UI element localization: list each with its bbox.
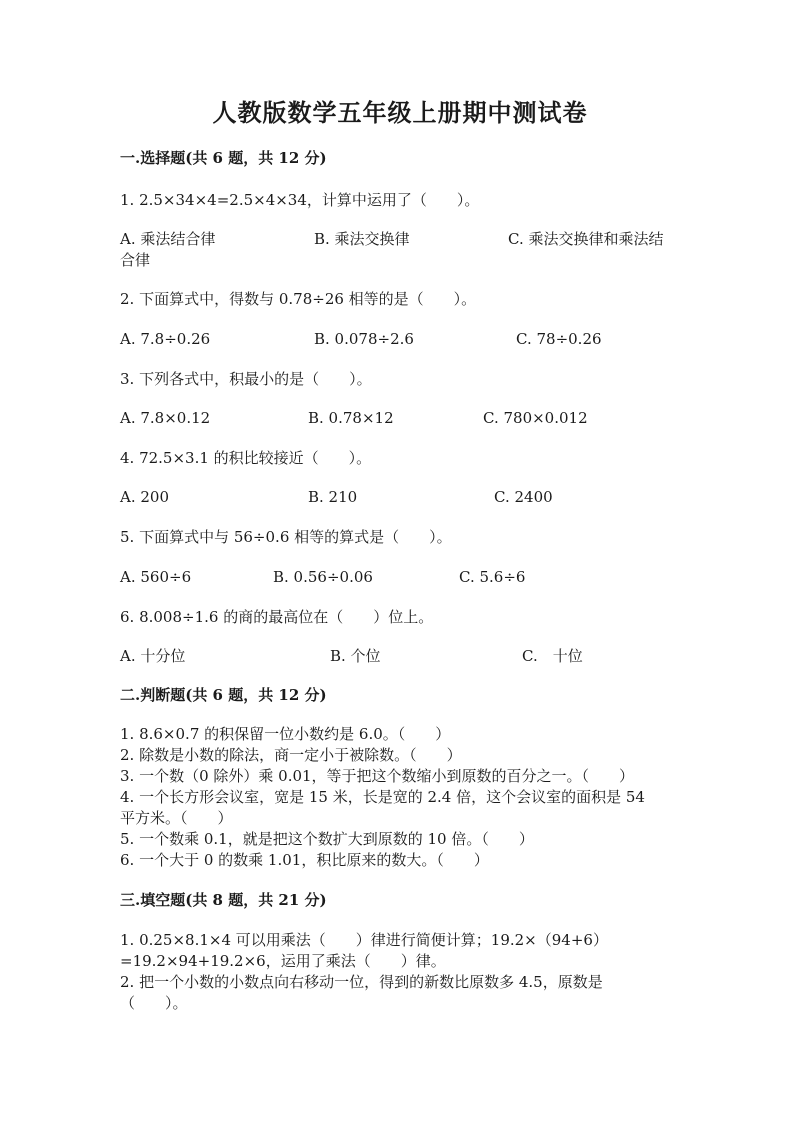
section-heading-judge: 二.判断题(共 6 题，共 12 分): [120, 686, 327, 704]
option-b: B. 乘法交换律: [314, 230, 410, 248]
option-c: C. 780×0.012: [483, 409, 588, 427]
option-c: C. 2400: [494, 488, 553, 506]
fill-item: 2. 把一个小数的小数点向右移动一位，得到的新数比原数多 4.5，原数是: [120, 973, 603, 991]
option-a: A. 7.8×0.12: [120, 409, 211, 427]
fill-item-wrap: （ ）。: [120, 994, 188, 1012]
option-c-wrap: 合律: [120, 251, 151, 269]
question-text: 4. 72.5×3.1 的积比较接近（ ）。: [120, 449, 372, 467]
question-text: 6. 8.008÷1.6 的商的最高位在（ ）位上。: [120, 608, 434, 626]
fill-item-wrap: =19.2×94+19.2×6，运用了乘法（ ）律。: [120, 952, 446, 970]
option-b: B. 210: [308, 488, 358, 506]
option-c: C. 乘法交换律和乘法结: [508, 230, 664, 248]
option-b: B. 0.78×12: [308, 409, 394, 427]
question-text: 1. 2.5×34×4=2.5×4×34，计算中运用了（ ）。: [120, 191, 480, 209]
judge-item-wrap: 平方米。（ ）: [120, 809, 233, 827]
section-heading-choice: 一.选择题(共 6 题，共 12 分): [120, 149, 327, 167]
section-heading-fill: 三.填空题(共 8 题，共 21 分): [120, 891, 327, 909]
option-b: B. 个位: [330, 647, 381, 665]
option-a: A. 十分位: [120, 647, 186, 665]
judge-item: 4. 一个长方形会议室，宽是 15 米，长是宽的 2.4 倍，这个会议室的面积是 54: [120, 788, 645, 806]
question-text: 5. 下面算式中与 56÷0.6 相等的算式是（ ）。: [120, 528, 452, 546]
judge-item: 5. 一个数乘 0.1，就是把这个数扩大到原数的 10 倍。（ ）: [120, 830, 534, 848]
judge-item: 6. 一个大于 0 的数乘 1.01，积比原来的数大。（ ）: [120, 851, 489, 869]
option-a: A. 7.8÷0.26: [120, 330, 211, 348]
page-title: 人教版数学五年级上册期中测试卷: [212, 98, 588, 127]
option-a: A. 560÷6: [120, 568, 192, 586]
option-b: B. 0.078÷2.6: [314, 330, 414, 348]
option-c: C. 78÷0.26: [516, 330, 602, 348]
option-c: C. 十位: [522, 647, 583, 665]
fill-item: 1. 0.25×8.1×4 可以用乘法（ ）律进行简便计算；19.2×（94+6）: [120, 931, 608, 949]
judge-item: 1. 8.6×0.7 的积保留一位小数约是 6.0。（ ）: [120, 725, 451, 743]
option-a: A. 200: [120, 488, 169, 506]
judge-item: 2. 除数是小数的除法，商一定小于被除数。（ ）: [120, 746, 462, 764]
question-text: 2. 下面算式中，得数与 0.78÷26 相等的是（ ）。: [120, 290, 477, 308]
question-text: 3. 下列各式中，积最小的是（ ）。: [120, 370, 372, 388]
option-c: C. 5.6÷6: [459, 568, 526, 586]
option-b: B. 0.56÷0.06: [273, 568, 373, 586]
judge-item: 3. 一个数（0 除外）乘 0.01，等于把这个数缩小到原数的百分之一。（ ）: [120, 767, 635, 785]
option-a: A. 乘法结合律: [120, 230, 216, 248]
